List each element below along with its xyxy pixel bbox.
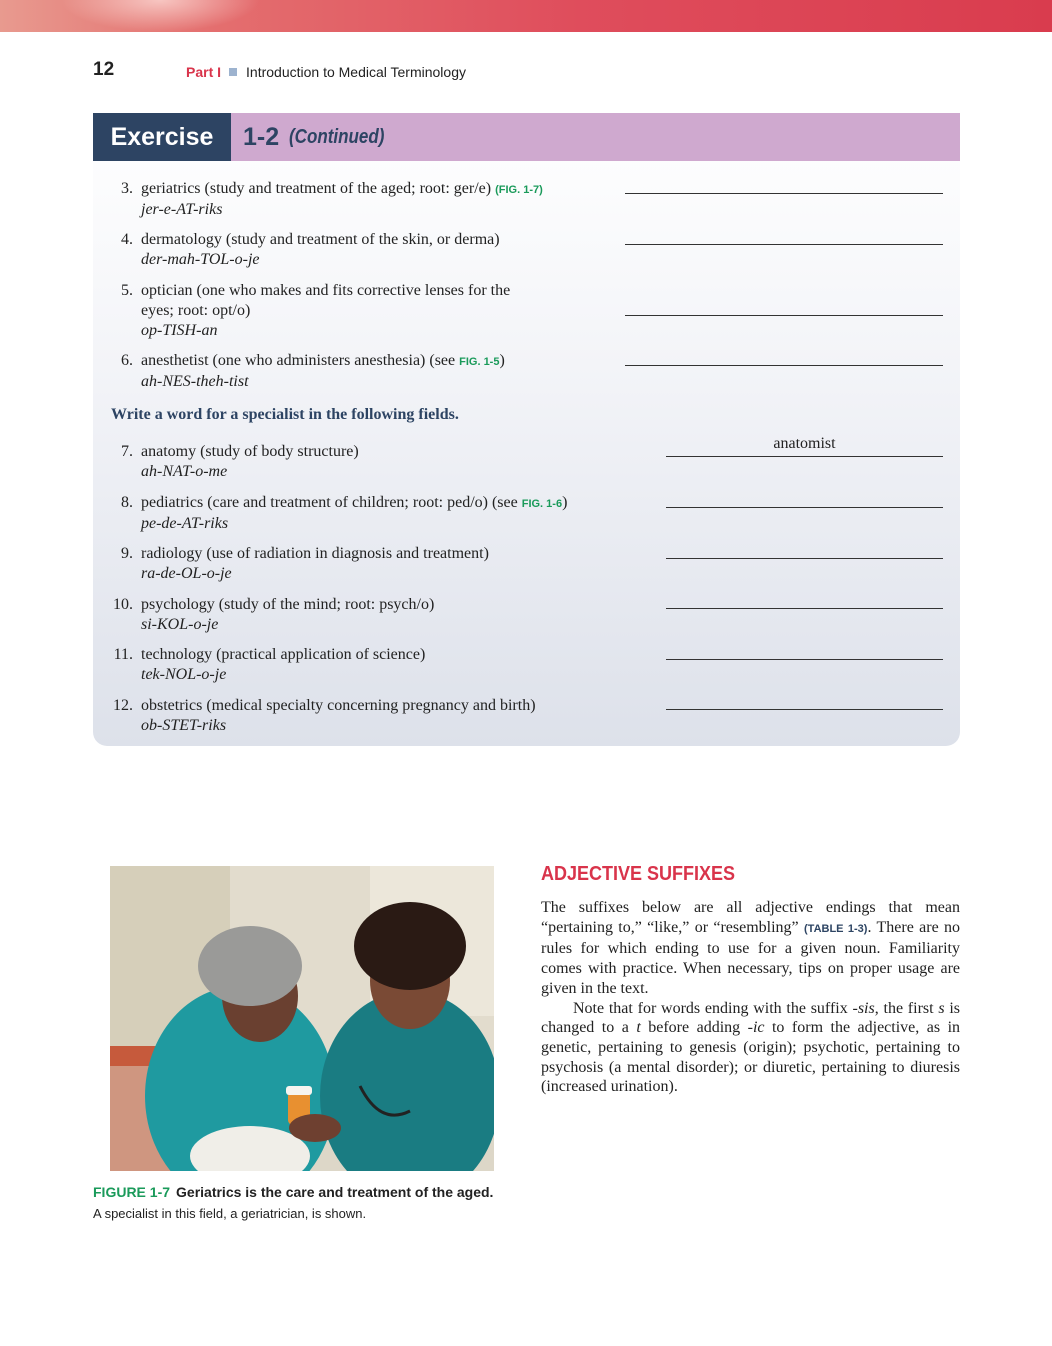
item-pronunciation: ob-STET-riks: [141, 717, 227, 734]
answer-field-3[interactable]: [625, 193, 943, 194]
p2-text: , the first: [874, 999, 939, 1017]
exercise-instruction: Write a word for a specialist in the following fields.: [111, 406, 459, 423]
p2-letter-t: t: [636, 1019, 641, 1037]
p2-text: before adding: [640, 1019, 748, 1037]
exercise-number: 1-2: [243, 122, 280, 151]
item-term: geriatrics (study and treatment of the aged; root: ger/e): [141, 180, 492, 197]
exercise-item-3: [121, 179, 543, 220]
item-term: radiology (use of radiation in diagnosis and treatment): [141, 545, 489, 562]
answer-field-5[interactable]: [625, 315, 943, 316]
exercise-item-9: [121, 544, 489, 584]
item-number: 3.: [121, 180, 133, 197]
p2-suffix-sis: -sis: [852, 999, 875, 1017]
p1-text: The suffixes below are all adjective endings that mean “pertaining to,” “like,” or “resembling”: [541, 899, 960, 936]
paragraph-1: [541, 898, 960, 999]
item-term-end: ): [562, 494, 568, 511]
p2-letter-s: s: [938, 999, 945, 1017]
item-term-end: ): [499, 352, 505, 369]
item-number: 12.: [113, 697, 133, 714]
item-term-line2: eyes; root: opt/o): [141, 302, 251, 319]
exercise-item-12: [113, 696, 536, 736]
answer-field-10[interactable]: [666, 608, 943, 609]
exercise-label: Exercise: [93, 113, 231, 161]
exercise-item-8: [121, 493, 568, 534]
figure-title: Geriatrics is the care and treatment of the aged.: [176, 1184, 494, 1200]
answer-field-4[interactable]: [625, 244, 943, 245]
item-term: pediatrics (care and treatment of children; root: ped/o) (see: [141, 494, 518, 511]
photo-illustration: [110, 866, 494, 1171]
figure-photo: [110, 866, 494, 1171]
item-term: anatomy (study of body structure): [141, 443, 359, 460]
item-pronunciation: si-KOL-o-je: [141, 616, 219, 633]
exercise-item-6: [121, 351, 505, 392]
top-banner: [0, 0, 1052, 32]
figure-ref-link[interactable]: (FIG. 1-7): [495, 184, 543, 196]
answer-field-7[interactable]: [666, 456, 943, 457]
item-pronunciation: jer-e-AT-riks: [141, 201, 223, 218]
item-pronunciation: op-TISH-an: [141, 322, 218, 339]
p2-text: is changed to a: [541, 999, 960, 1037]
item-pronunciation: ah-NAT-o-me: [141, 463, 228, 480]
item-number: 6.: [121, 352, 133, 369]
item-pronunciation: der-mah-TOL-o-je: [141, 251, 260, 268]
figure-ref-link[interactable]: FIG. 1-5: [459, 356, 500, 368]
p2-suffix-ic: -ic: [747, 1019, 765, 1037]
exercise-item-4: [121, 230, 500, 270]
answer-field-11[interactable]: [666, 659, 943, 660]
answer-value-7: anatomist: [773, 435, 836, 452]
exercise-title: [231, 113, 960, 161]
figure-ref-link[interactable]: FIG. 1-6: [521, 498, 563, 510]
item-number: 9.: [121, 545, 133, 562]
answer-field-8[interactable]: [666, 507, 943, 508]
exercise-header: [93, 113, 960, 161]
banner-decoration: [60, 0, 260, 32]
item-term: obstetrics (medical specialty concerning pregnancy and birth): [141, 697, 536, 714]
p1-text-end: . There are no rules for which ending to use for a given noun. Familiarity comes with practice. When necessary, tips on proper usage are given in the text.: [541, 918, 961, 997]
answer-field-12[interactable]: [666, 709, 943, 710]
p2-text: Note that for words ending with the suffix: [573, 999, 853, 1017]
item-term: psychology (study of the mind; root: psych/o): [141, 596, 435, 613]
item-term: anesthetist (one who administers anesthesia) (see: [141, 352, 456, 369]
item-number: 7.: [121, 443, 133, 460]
figure-label: FIGURE 1-7: [93, 1184, 171, 1200]
item-pronunciation: ah-NES-theh-tist: [141, 373, 249, 390]
part-label: Part I: [186, 64, 222, 80]
item-pronunciation: ra-de-OL-o-je: [141, 565, 232, 582]
square-separator-icon: [229, 68, 237, 76]
table-ref-link[interactable]: (TABLE 1-3): [804, 922, 868, 935]
p2-text: to form the adjective, as in genetic, pertaining to genesis (origin); psychotic, pertaining to psychosis (a mental disorder); or diuretic, pertaining to diuresis (increased urination).: [541, 1019, 961, 1096]
figure-caption-title: [93, 1184, 493, 1200]
item-number: 11.: [113, 646, 133, 663]
exercise-continued: (Continued): [289, 125, 385, 148]
item-term-line1: optician (one who makes and fits corrective lenses for the: [141, 282, 511, 299]
paragraph-2: [541, 999, 960, 1098]
item-term: technology (practical application of science): [141, 646, 426, 663]
item-number: 4.: [121, 231, 133, 248]
item-pronunciation: tek-NOL-o-je: [141, 666, 227, 683]
exercise-item-11: [113, 645, 426, 685]
chapter-title: Introduction to Medical Terminology: [246, 64, 466, 80]
item-term: dermatology (study and treatment of the skin, or derma): [141, 231, 500, 248]
item-number: 5.: [121, 282, 133, 299]
item-number: 8.: [121, 494, 133, 511]
figure-caption: A specialist in this field, a geriatrician, is shown.: [93, 1206, 367, 1221]
exercise-item-7: [121, 442, 359, 482]
answer-field-9[interactable]: [666, 558, 943, 559]
item-pronunciation: pe-de-AT-riks: [141, 515, 229, 532]
exercise-item-10: [113, 595, 435, 635]
running-head: [186, 64, 466, 80]
page-number: 12: [93, 59, 115, 80]
item-number: 10.: [113, 596, 133, 613]
answer-field-6[interactable]: [625, 365, 943, 366]
section-body: [541, 898, 960, 1097]
exercise-item-5: [121, 281, 511, 341]
section-heading: ADJECTIVE SUFFIXES: [541, 863, 736, 885]
